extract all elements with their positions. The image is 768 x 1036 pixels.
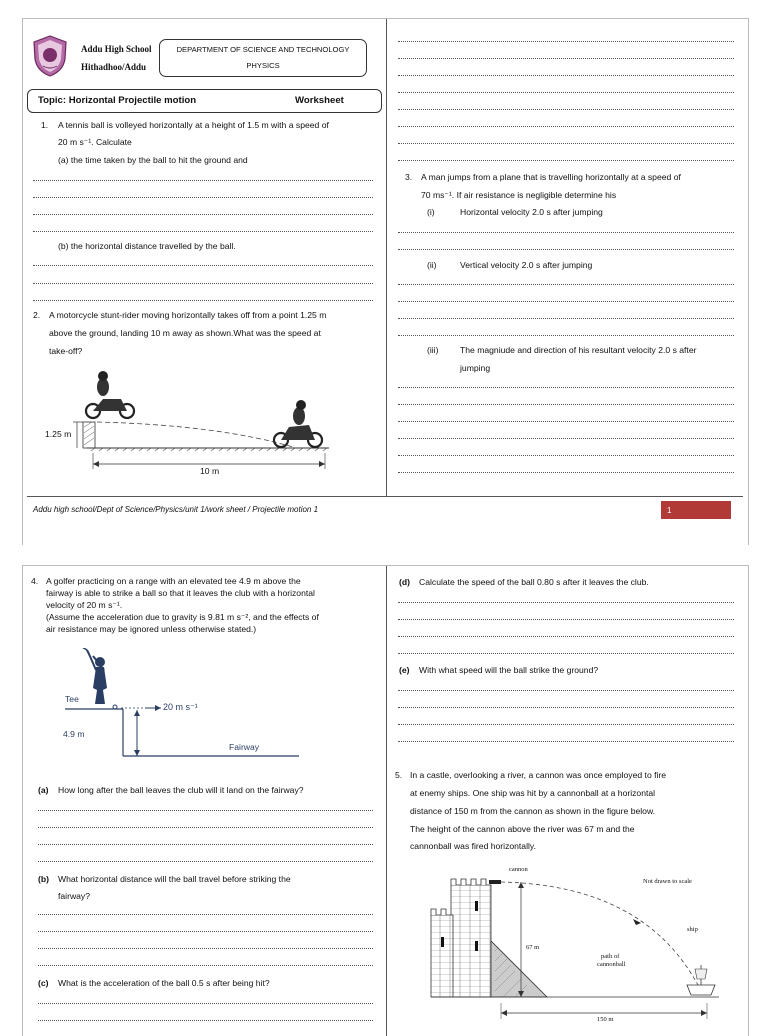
q4-text-line4: (Assume the acceleration due to gravity is 9.81 m s⁻², and the effects of (46, 612, 319, 622)
q4b-label: (b) (38, 874, 49, 884)
answer-line (398, 438, 734, 439)
department-title: DEPARTMENT OF SCIENCE AND TECHNOLOGY (176, 45, 350, 54)
worksheet-page-1 (22, 18, 749, 546)
q5-fig-path-label-line2: cannonball (597, 961, 626, 968)
answer-line (38, 914, 373, 915)
column-divider (386, 19, 387, 496)
footer-text: Addu high school/Dept of Science/Physics/unit 1/work sheet / Projectile motion 1 (33, 505, 319, 514)
school-logo (31, 35, 69, 77)
answer-line (33, 283, 373, 284)
q5-number: 5. (395, 770, 403, 780)
answer-line (398, 58, 734, 59)
golfer-figure (63, 648, 313, 768)
worksheet-page-2 (22, 565, 749, 1036)
answer-line (398, 690, 734, 691)
q4-fig-tee-label: Tee (65, 694, 79, 704)
answer-line (33, 197, 373, 198)
q4-text-line1: A golfer practicing on a range with an elevated tee 4.9 m above the (46, 576, 301, 586)
q2-number: 2. (33, 310, 41, 320)
q4-fig-speed-label: 20 m s⁻¹ (163, 702, 198, 712)
answer-line (33, 214, 373, 215)
q5-fig-cannon-label: cannon (509, 866, 528, 873)
q3i-text: Horizontal velocity 2.0 s after jumping (460, 207, 603, 217)
answer-line (38, 827, 373, 828)
column-divider (386, 566, 387, 1036)
q1-number: 1. (41, 120, 49, 130)
topic-bar (27, 89, 382, 113)
q5-fig-height-label: 67 m (526, 944, 540, 951)
answer-line (398, 284, 734, 285)
page-number-badge (661, 501, 731, 519)
q1b-text: (b) the horizontal distance travelled by the ball. (58, 241, 236, 251)
answer-line (33, 300, 373, 301)
answer-line (38, 861, 373, 862)
q1-text-line1: A tennis ball is volleyed horizontally at a height of 1.5 m with a speed of (58, 120, 329, 130)
q3iii-text-line1: The magniude and direction of his resultant velocity 2.0 s after (460, 345, 697, 355)
q3-number: 3. (405, 172, 413, 182)
answer-line (398, 143, 734, 144)
answer-line (38, 810, 373, 811)
answer-line (38, 844, 373, 845)
answer-line (398, 387, 734, 388)
q4c-text: What is the acceleration of the ball 0.5 s after being hit? (58, 978, 270, 988)
answer-line (398, 472, 734, 473)
answer-line (398, 92, 734, 93)
q4-fig-height-label: 4.9 m (63, 729, 85, 739)
q5-fig-distance-label: 150 m (597, 1016, 614, 1023)
q2-fig-height-label: 1.25 m (45, 429, 72, 439)
q3-text-line2: 70 ms⁻¹. If air resistance is negligible determine his (421, 190, 617, 200)
q2-fig-distance-label: 10 m (200, 466, 220, 476)
q2-text-line2: above the ground, landing 10 m away as shown.What was the speed at (49, 328, 321, 338)
motorcycle-figure (37, 367, 337, 479)
q5-fig-path-label-line1: path of (601, 953, 620, 960)
q4a-text: How long after the ball leaves the club will it land on the fairway? (58, 785, 304, 795)
q5-text-line5: cannonball was fired horizontally. (410, 841, 536, 851)
q4a-label: (a) (38, 785, 49, 795)
answer-line (38, 965, 373, 966)
q3iii-number: (iii) (427, 345, 439, 355)
answer-line (398, 318, 734, 319)
answer-line (398, 653, 734, 654)
q3ii-number: (ii) (427, 260, 437, 270)
q4-text-line5: air resistance may be ignored unless otherwise stated.) (46, 624, 257, 634)
q3i-number: (i) (427, 207, 435, 217)
q2-text-line3: take-off? (49, 346, 83, 356)
page-gap (0, 545, 768, 565)
q2-text-line1: A motorcycle stunt-rider moving horizontally takes off from a point 1.25 m (49, 310, 327, 320)
q4c-label: (c) (38, 978, 49, 988)
page-number: 1 (667, 506, 672, 515)
worksheet-label: Worksheet (295, 95, 344, 106)
school-place: Hithadhoo/Addu (81, 62, 147, 72)
answer-line (398, 636, 734, 637)
topic-title: Topic: Horizontal Projectile motion (38, 95, 197, 106)
q4e-label: (e) (399, 665, 410, 675)
answer-line (33, 231, 373, 232)
answer-line (398, 724, 734, 725)
answer-line (398, 619, 734, 620)
answer-line (398, 126, 734, 127)
subject-title: PHYSICS (246, 61, 280, 70)
answer-line (398, 707, 734, 708)
answer-line (38, 948, 373, 949)
q4e-text: With what speed will the ball strike the ground? (419, 665, 599, 675)
q4-text-line2: fairway is able to strike a ball so that it leaves the club with a horizontal (46, 588, 315, 598)
answer-line (398, 602, 734, 603)
answer-line (398, 75, 734, 76)
q4d-text: Calculate the speed of the ball 0.80 s after it leaves the club. (419, 577, 649, 587)
answer-line (33, 180, 373, 181)
answer-line (38, 1003, 373, 1004)
answer-line (398, 421, 734, 422)
school-name: Addu High School (81, 44, 152, 54)
q5-text-line1: In a castle, overlooking a river, a cannon was once employed to fire (410, 770, 667, 780)
q5-fig-ship-label: ship (687, 926, 698, 933)
q4-fig-fairway-label: Fairway (229, 742, 260, 752)
answer-line (398, 160, 734, 161)
answer-line (398, 232, 734, 233)
department-box (159, 39, 367, 77)
answer-line (398, 741, 734, 742)
answer-line (398, 109, 734, 110)
q5-text-line4: The height of the cannon above the river was 67 m and the (410, 824, 635, 834)
q4-number: 4. (31, 576, 39, 586)
castle-cannon-figure (425, 861, 725, 1026)
answer-line (38, 1020, 373, 1021)
q3ii-text: Vertical velocity 2.0 s after jumping (460, 260, 593, 270)
q1a-text: (a) the time taken by the ball to hit the ground and (58, 155, 248, 165)
answer-line (398, 404, 734, 405)
answer-line (398, 455, 734, 456)
q5-text-line2: at enemy ships. One ship was hit by a cannonball at a horizontal (410, 788, 656, 798)
q3-text-line1: A man jumps from a plane that is travelling horizontally at a speed of (421, 172, 681, 182)
q5-text-line3: distance of 150 m from the cannon as shown in the figure below. (410, 806, 656, 816)
answer-line (398, 335, 734, 336)
q4b-text-line2: fairway? (58, 891, 90, 901)
q4d-label: (d) (399, 577, 410, 587)
footer-rule (27, 496, 743, 497)
answer-line (398, 41, 734, 42)
q4-text-line3: velocity of 20 m s⁻¹. (46, 600, 123, 610)
q1-text-line2: 20 m s⁻¹. Calculate (58, 137, 132, 147)
answer-line (398, 301, 734, 302)
q4b-text-line1: What horizontal distance will the ball travel before striking the (58, 874, 291, 884)
answer-line (38, 931, 373, 932)
q5-fig-note: Not drawn to scale (643, 878, 692, 885)
answer-line (398, 249, 734, 250)
answer-line (33, 265, 373, 266)
q3iii-text-line2: jumping (460, 363, 491, 373)
